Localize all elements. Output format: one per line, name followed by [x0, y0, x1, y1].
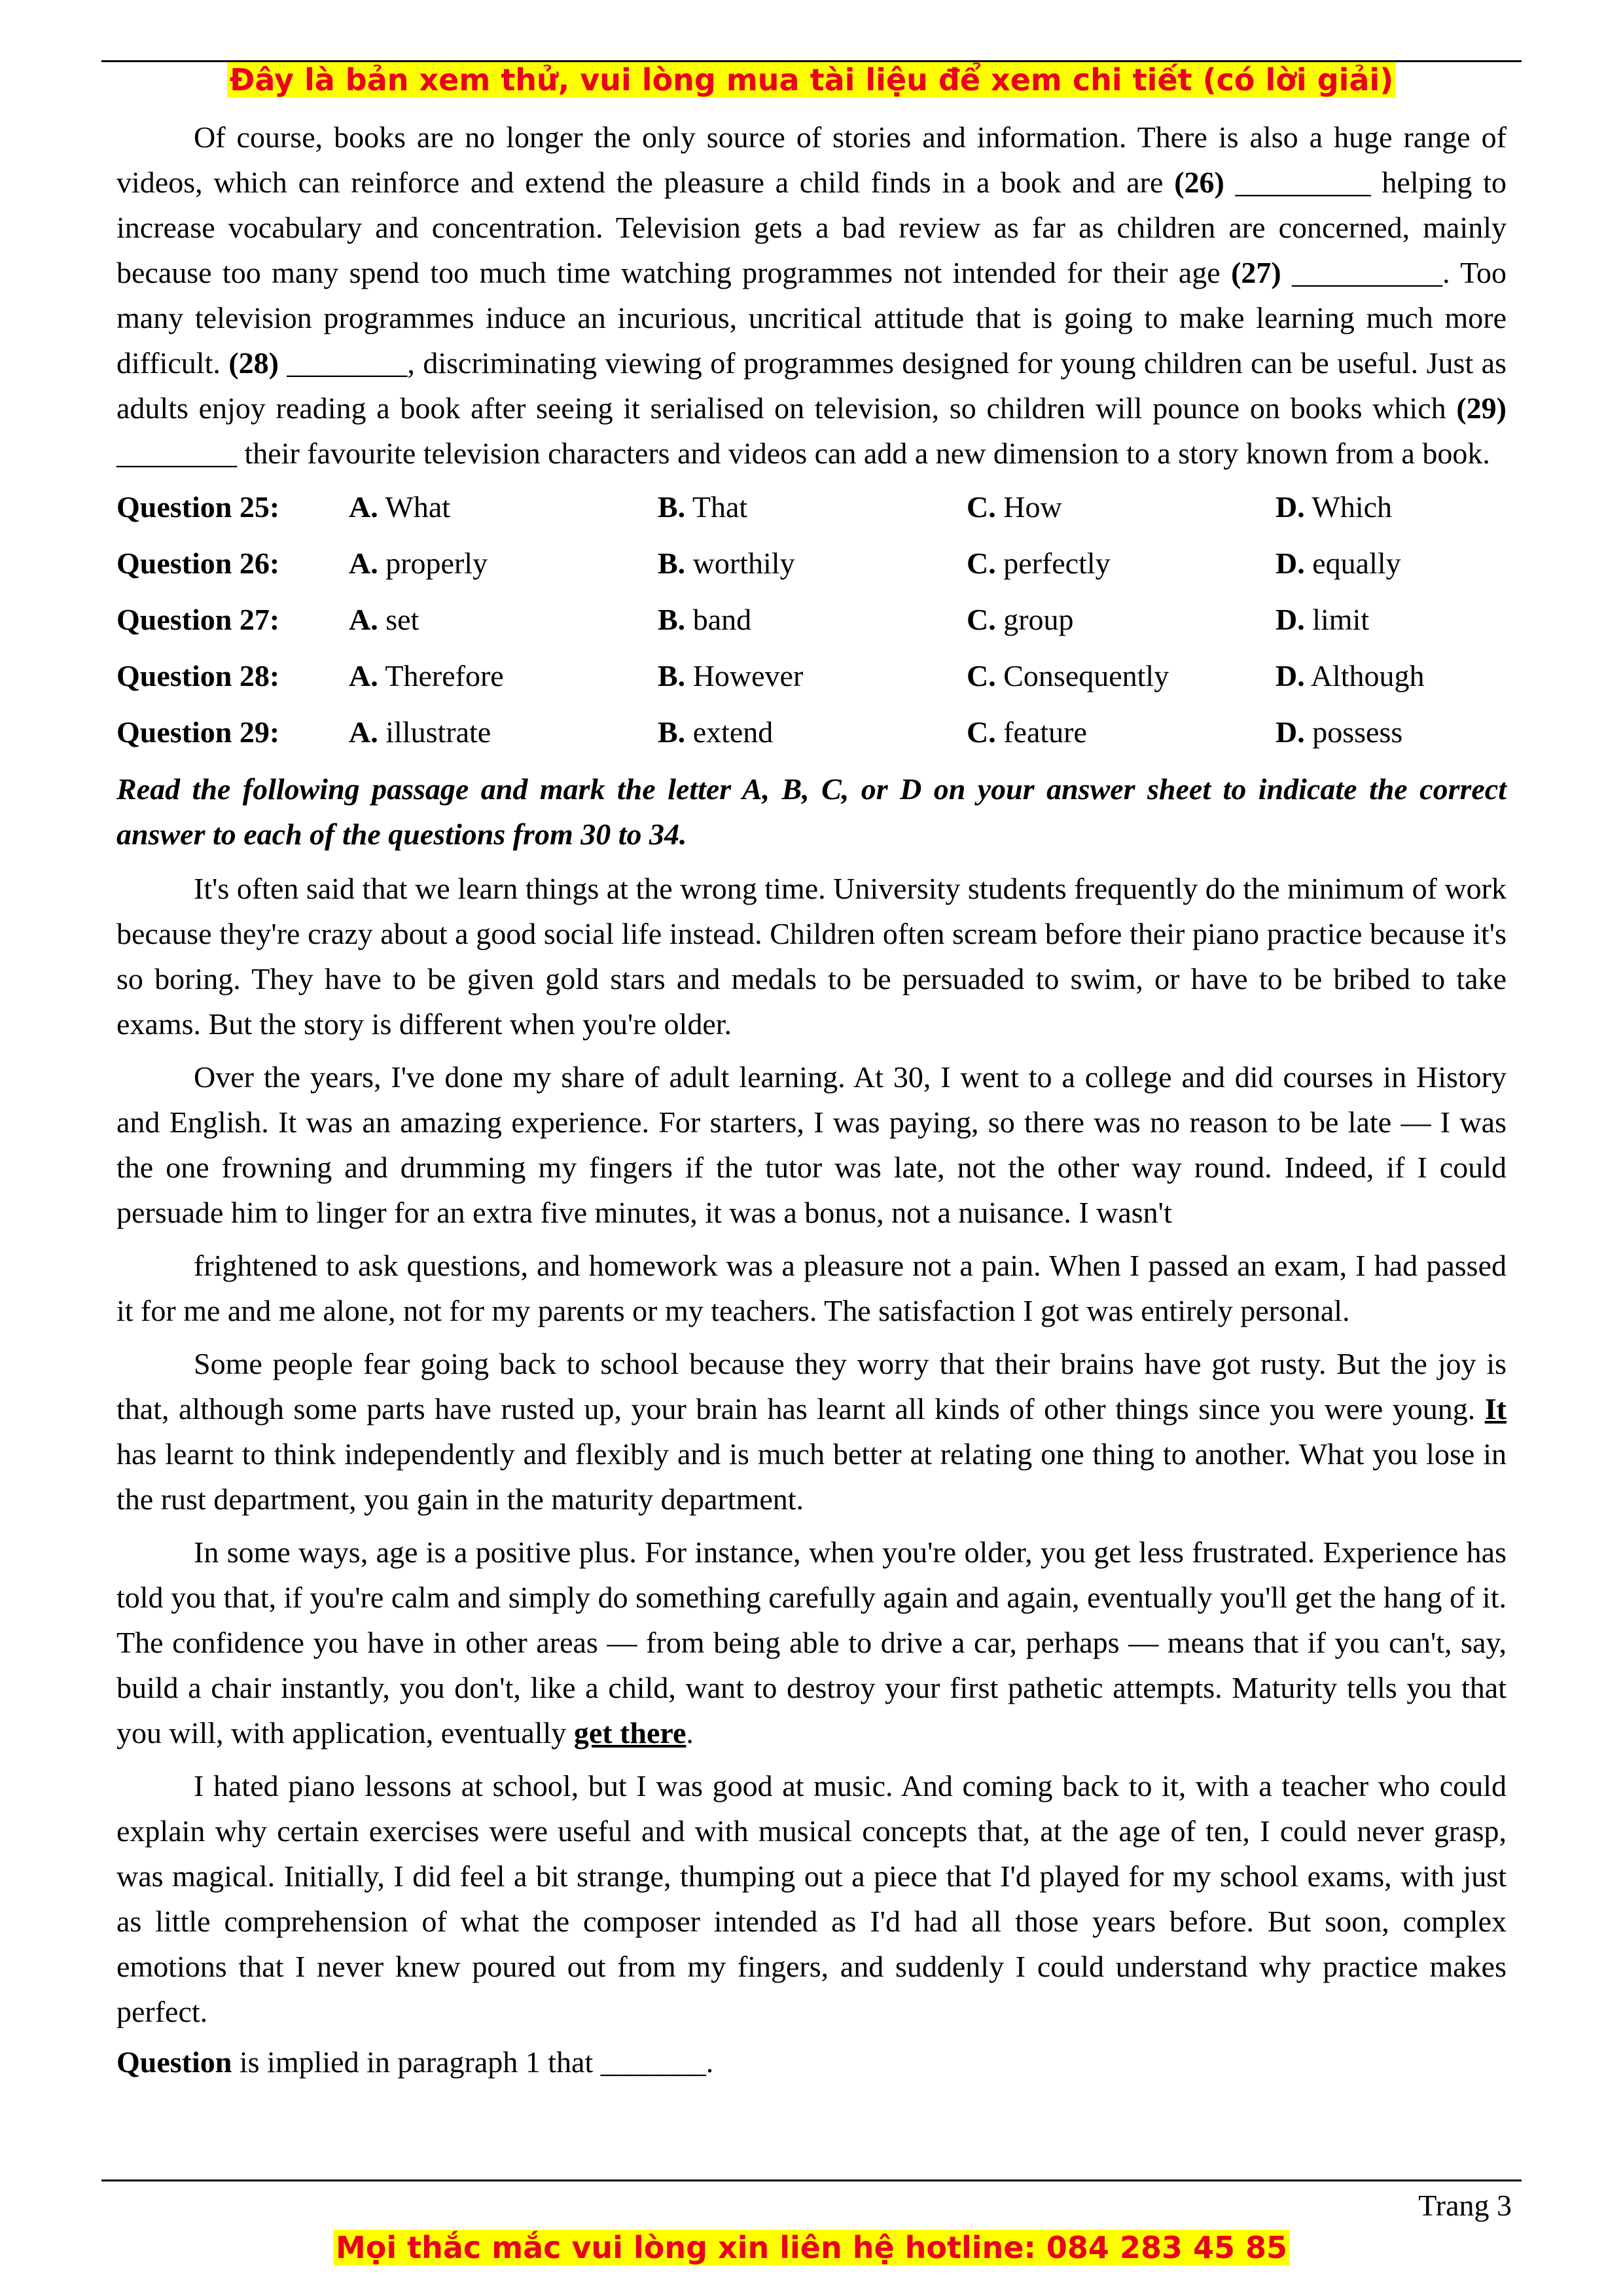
blank-26-marker: (26) — [1174, 166, 1224, 199]
question-label: Question 29: — [116, 715, 280, 749]
answer-option[interactable]: C. Consequently — [967, 658, 1169, 692]
hotline-banner-text: Mọi thắc mắc vui lòng xin liên hệ hotline: 084 283 45 85 — [333, 2230, 1290, 2265]
question-row — [116, 591, 1507, 647]
preview-banner — [0, 60, 1623, 99]
question-row — [116, 535, 1507, 591]
answer-option[interactable]: A. What — [349, 490, 451, 524]
passage-2-paragraph-1: It's often said that we learn things at the wrong time. University students frequently do the minimum of work because they're crazy about a good social life instead. Children often scream before their piano practice because it's so boring. They have to be given gold stars and medals to be persuaded to swim, or have to be bribed to take exams. But the story is different when you're older. — [116, 872, 1507, 1041]
answer-option[interactable]: D. possess — [1275, 715, 1403, 749]
question-label: Question 25: — [116, 490, 280, 524]
answer-option[interactable]: A. Therefore — [349, 658, 504, 692]
question-row — [116, 478, 1507, 535]
passage-2-paragraph-3: frightened to ask questions, and homework was a pleasure not a pain. When I passed an exam, I had passed it for me and me alone, not for my parents or my teachers. The satisfaction I got was entirely personal. — [116, 1249, 1507, 1327]
question-30-stem: Question is implied in paragraph 1 that _______. — [116, 2045, 714, 2079]
answer-option[interactable]: D. limit — [1275, 602, 1370, 636]
answer-option[interactable]: B. However — [658, 658, 804, 692]
page-content — [116, 115, 1507, 2092]
passage-2-paragraph-4: Some people fear going back to school because they worry that their brains have got rusty. But the joy is that, although some parts have rusted up, your brain has learnt all kinds of other things since you were young. It has learnt to think independently and flexibly and is much better at relating one thing to another. What you lose in the rust department, you gain in the maturity department. — [116, 1347, 1507, 1516]
passage-1-text: __________. Too many television programmes induce an incurious, uncritical attitude that is going to make learning much more difficult. — [116, 256, 1507, 380]
answer-option[interactable]: D. Although — [1275, 658, 1425, 692]
question-label: Question 26: — [116, 546, 280, 580]
page-number: Trang 3 — [1418, 2189, 1512, 2222]
blank-28-marker: (28) — [228, 346, 279, 380]
answer-option[interactable]: B. That — [658, 490, 748, 524]
question-row — [116, 647, 1507, 704]
passage-1 — [116, 115, 1507, 476]
passage-1-text: ________, discriminating viewing of programmes designed for young children can be useful. Just as adults enjoy reading a book after seeing it serialised on television, so children will pounce on books which — [116, 346, 1507, 425]
question-label: Question 27: — [116, 602, 280, 636]
passage-2-paragraph-5: In some ways, age is a positive plus. For instance, when you're older, you get less frustrated. Experience has told you that, if you're calm and simply do something carefully again and again, eventually you'll get the hang of it. The confidence you have in other areas — from being able to drive a car, perhaps — means that if you can't, say, build a chair instantly, you don't, like a child, want to destroy your first pathetic attempts. Maturity tells you that you will, with application, eventually get there. — [116, 1535, 1507, 1749]
reading-instruction: Read the following passage and mark the letter A, B, C, or D on your answer sheet to indicate the correct answer to each of the questions from 30 to 34. — [116, 772, 1507, 851]
footer-rule — [101, 2179, 1522, 2181]
preview-banner-text: Đây là bản xem thử, vui lòng mua tài liệu để xem chi tiết (có lời giải) — [227, 62, 1396, 98]
hotline-banner — [0, 2228, 1623, 2267]
answer-option[interactable]: C. perfectly — [967, 546, 1111, 580]
blank-27-marker: (27) — [1231, 256, 1281, 289]
answer-option[interactable]: D. Which — [1275, 490, 1393, 524]
answer-option[interactable]: B. extend — [658, 715, 774, 749]
answer-option[interactable]: C. How — [967, 490, 1062, 524]
underlined-phrase-get-there: get there — [573, 1716, 687, 1749]
passage-2-paragraph-2: Over the years, I've done my share of adult learning. At 30, I went to a college and did courses in History and English. It was an amazing experience. For starters, I was paying, so there was no reason to be late — I was the one frowning and drumming my fingers if the tutor was late, not the other way round. Indeed, if I could persuade him to linger for an extra five minutes, it was a bonus, not a nuisance. I wasn't — [116, 1060, 1507, 1229]
answer-option[interactable]: A. set — [349, 602, 419, 636]
question-row — [116, 704, 1507, 760]
answer-option[interactable]: B. worthily — [658, 546, 795, 580]
passage-1-text: _________ helping to increase vocabulary and concentration. Television gets a bad review as far as children are concerned, mainly because too many spend too much time watching programmes not intended for their age — [116, 166, 1507, 289]
answer-option[interactable]: C. group — [967, 602, 1074, 636]
question-list — [116, 478, 1507, 760]
answer-option[interactable]: C. feature — [967, 715, 1087, 749]
passage-1-text: Of course, books are no longer the only source of stories and information. There is also a huge range of videos, which can reinforce and extend the pleasure a child finds in a book and are — [116, 120, 1507, 199]
question-label: Question 28: — [116, 658, 280, 692]
passage-2-paragraph-6: I hated piano lessons at school, but I was good at music. And coming back to it, with a teacher who could explain why certain exercises were useful and with musical concepts that, at the age of ten, I could never grasp, was magical. Initially, I did feel a bit strange, thumping out a piece that I'd played for my school exams, with just as little comprehension of what the composer intended as I'd had all those years before. But soon, complex emotions that I never knew poured out from my fingers, and suddenly I could understand why practice makes perfect. — [116, 1769, 1507, 2028]
blank-29-marker: (29) — [1456, 391, 1507, 425]
answer-option[interactable]: D. equally — [1275, 546, 1401, 580]
answer-option[interactable]: B. band — [658, 602, 752, 636]
answer-option[interactable]: A. properly — [349, 546, 488, 580]
answer-option[interactable]: A. illustrate — [349, 715, 491, 749]
underlined-word-it: It — [1484, 1392, 1507, 1426]
passage-1-text: ________ their favourite television characters and videos can add a new dimension to a story known from a book. — [116, 437, 1490, 470]
